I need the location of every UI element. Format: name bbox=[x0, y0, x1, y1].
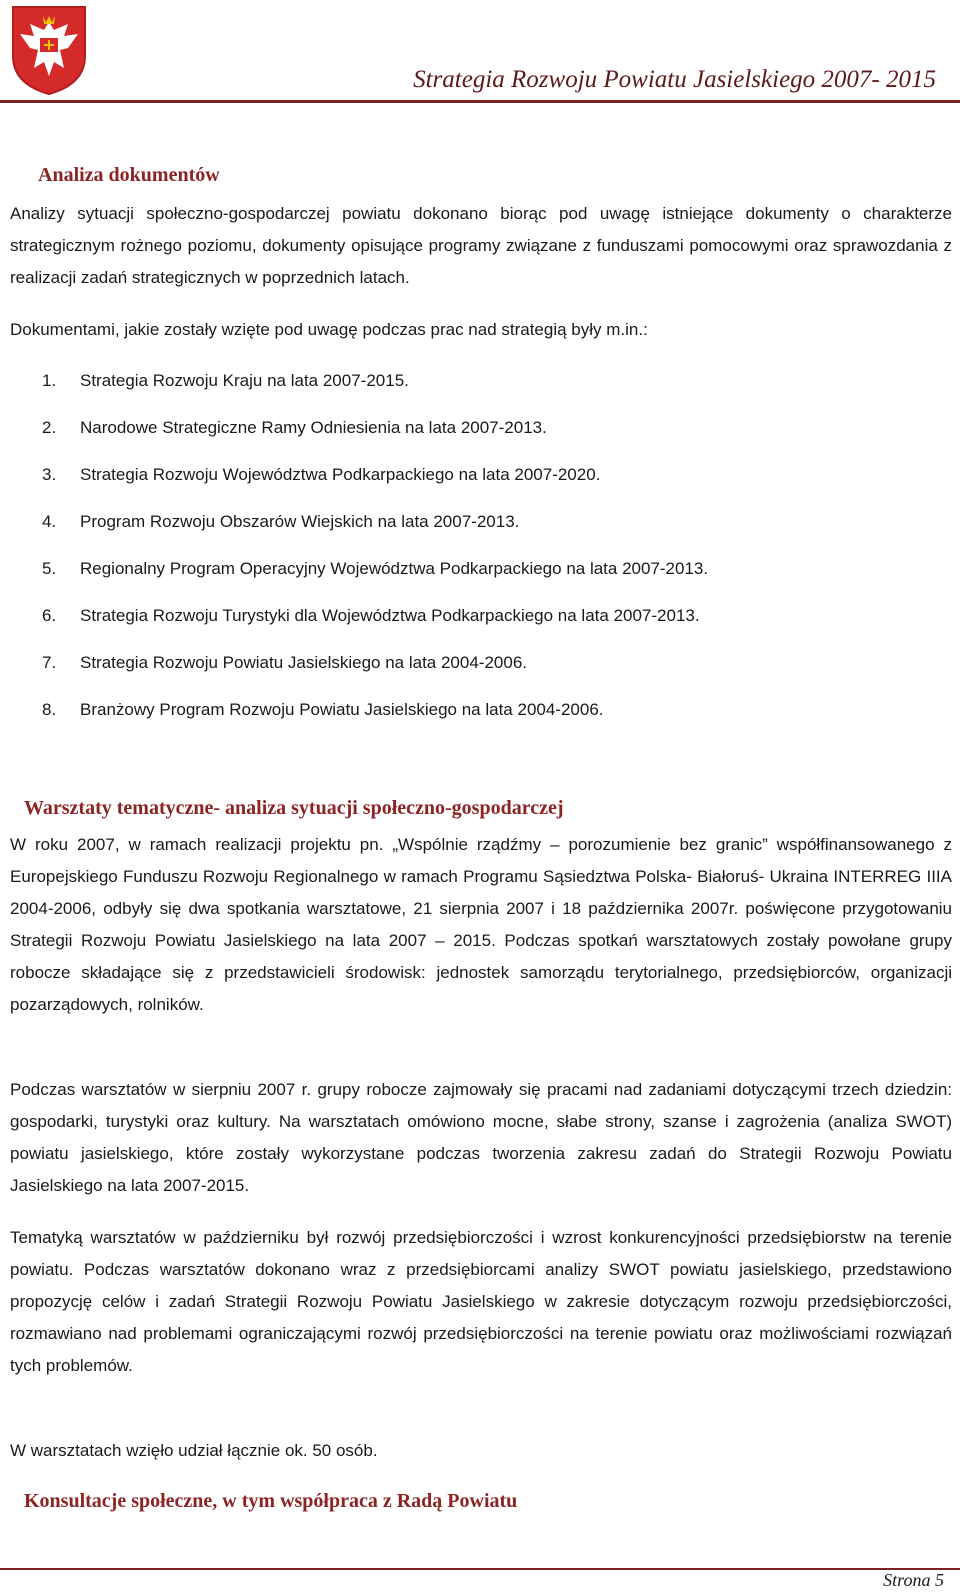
footer-rule bbox=[0, 1568, 960, 1570]
header-rule bbox=[0, 100, 960, 103]
workshops-paragraph-2: Podczas warsztatów w sierpniu 2007 r. grupy robocze zajmowały się pracami nad zadaniami dotyczącymi trzech dziedzin: gospodarki, turystyki oraz kultury. Na warsztatach omówiono mocne, słabe strony, szanse i zagrożenia (analiza SWOT) powiatu jasielskiego, które zostały wykorzystane podczas tworzenia zakresu zadań do Strategii Rozwoju Powiatu Jasielskiego na lata 2007-2015. bbox=[10, 1080, 952, 1195]
page-number: Strona 5 bbox=[883, 1570, 944, 1590]
list-item: 5. Regionalny Program Operacyjny Województwa Podkarpackiego na lata 2007-2013. bbox=[42, 559, 709, 578]
workshops-paragraph-4: W warsztatach wzięło udział łącznie ok. 50 osób. bbox=[10, 1441, 378, 1460]
list-item: 1. Strategia Rozwoju Kraju na lata 2007-2015. bbox=[42, 371, 409, 390]
documents-lead: Dokumentami, jakie zostały wzięte pod uwagę podczas prac nad strategią były m.in.: bbox=[10, 320, 648, 339]
header-title: Strategia Rozwoju Powiatu Jasielskiego 2007- 2015 bbox=[413, 66, 936, 93]
list-item: 4. Program Rozwoju Obszarów Wiejskich na lata 2007-2013. bbox=[42, 512, 520, 531]
section-heading-workshops: Warsztaty tematyczne- analiza sytuacji społeczno-gospodarczej bbox=[24, 797, 564, 819]
documents-list bbox=[42, 365, 708, 741]
list-item: 6. Strategia Rozwoju Turystyki dla Województwa Podkarpackiego na lata 2007-2013. bbox=[42, 606, 700, 625]
workshops-paragraph-1: W roku 2007, w ramach realizacji projektu pn. „Wspólnie rządźmy – porozumienie bez granic” współfinansowanego z Europejskiego Funduszu Rozwoju Regionalnego w ramach Programu Sąsiedztwa Polska- Białoruś- Ukraina INTERREG IIIA 2004-2006, odbyły się dwa spotkania warsztatowe, 21 sierpnia 2007 i 18 października 2007r. poświęcone przygotowaniu Strategii Rozwoju Powiatu Jasielskiego na lata 2007 – 2015. Podczas spotkań warsztatowych zostały powołane grupy robocze składające się z przedstawicieli środowisk: jednostek samorządu terytorialnego, przedsiębiorców, organizacji pozarządowych, rolników. bbox=[10, 835, 952, 1014]
eagle-crest-icon bbox=[10, 4, 88, 96]
intro-paragraph: Analizy sytuacji społeczno-gospodarczej powiatu dokonano biorąc pod uwagę istniejące dokumenty o charakterze strategicznym rożnego poziomu, dokumenty opisujące programy związane z funduszami pomocowymi oraz sprawozdania z realizacji zadań strategicznych w poprzednich latach. bbox=[10, 204, 952, 287]
section-heading-consultations: Konsultacje społeczne, w tym współpraca z Radą Powiatu bbox=[24, 1490, 518, 1512]
list-item: 7. Strategia Rozwoju Powiatu Jasielskiego na lata 2004-2006. bbox=[42, 653, 527, 672]
workshops-paragraph-3: Tematyką warsztatów w październiku był rozwój przedsiębiorczości i wzrost konkurencyjności przedsiębiorstw na terenie powiatu. Podczas warsztatów dokonano wraz z przedsiębiorcami analizy SWOT powiatu jasielskiego, przedstawiono propozycję celów i zadań Strategii Rozwoju Powiatu Jasielskiego w zakresie dotyczącym rozwoju przedsiębiorczości, rozmawiano nad problemami ograniczającymi rozwój przedsiębiorczości na terenie powiatu oraz możliwościami rozwiązań tych problemów. bbox=[10, 1228, 952, 1375]
section-heading-document-analysis: Analiza dokumentów bbox=[38, 164, 220, 186]
list-item: 8. Branżowy Program Rozwoju Powiatu Jasielskiego na lata 2004-2006. bbox=[42, 700, 604, 719]
list-item: 3. Strategia Rozwoju Województwa Podkarpackiego na lata 2007-2020. bbox=[42, 465, 601, 484]
list-item: 2. Narodowe Strategiczne Ramy Odniesienia na lata 2007-2013. bbox=[42, 418, 547, 437]
